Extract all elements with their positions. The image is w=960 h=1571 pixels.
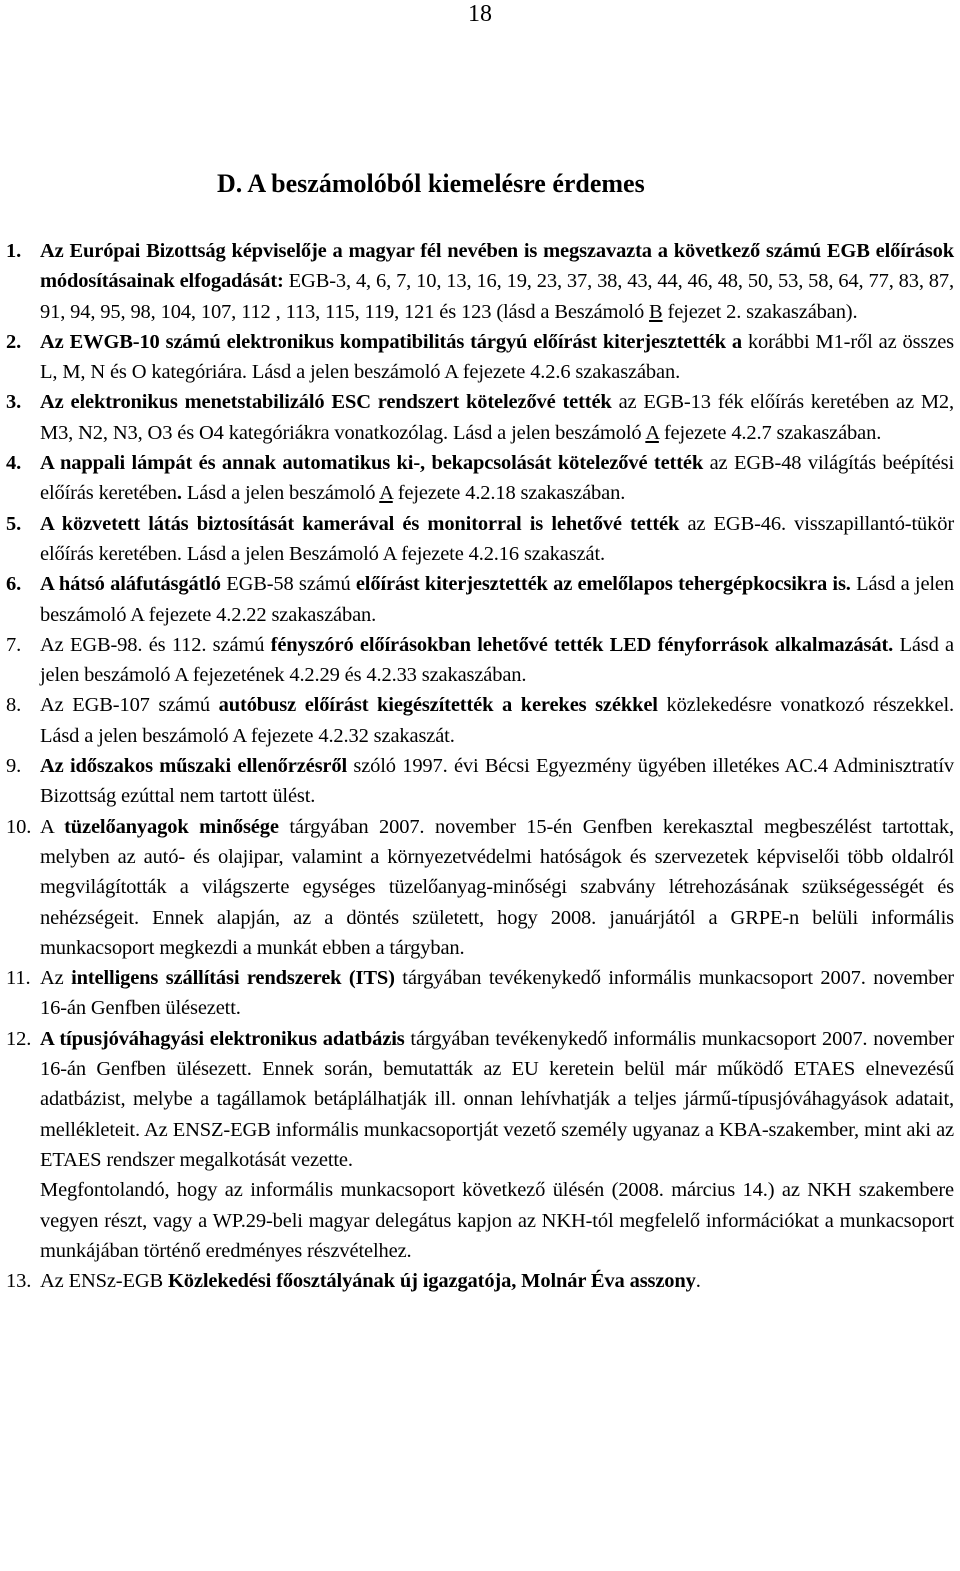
item-text: [40, 630, 954, 691]
item-number: 4.: [6, 452, 22, 475]
list-item: [6, 387, 954, 448]
item-text: [40, 812, 954, 963]
item-number: 5.: [6, 512, 22, 535]
item-text: [40, 236, 954, 327]
item-number: 8.: [6, 694, 22, 717]
body-text: az EGB-13 fék előírás keretében az M2, M3, N2, N3, O3 és O4 kategóriákra vonatkozólag. Lásd a jelen beszámoló: [40, 391, 954, 444]
body-text: EGB-3, 4, 6, 7, 10, 13, 16, 19, 23, 37, 38, 43, 44, 46, 48, 50, 53, 58, 64, 77, 83, 87, 91, 94, 95, 98, 104, 107, 112 , 113, 115, 119, 121 és 123 (lásd a Beszámoló: [40, 270, 954, 323]
item-number: 1.: [6, 240, 22, 262]
body-text: tárgyában tevékenykedő informális munkacsoport 2007. november 16-án Genfben ülésezett.: [40, 967, 954, 1020]
list-item: [6, 1266, 954, 1296]
emphasis-text: fényszóró előírásokban lehetővé tették LED fényforrások alkalmazását.: [270, 633, 894, 656]
emphasis-text: A hátsó aláfutásgátló: [40, 573, 221, 596]
page-number: 18: [468, 1, 492, 27]
list-item: [6, 236, 954, 327]
list-item: [6, 690, 954, 751]
body-text: az EGB-46. visszapillantó-tükör előírás keretében. Lásd a jelen Beszámoló A fejezete 4.2.16 szakaszát.: [40, 512, 954, 565]
item-number: 12.: [6, 1027, 32, 1050]
list-item: [6, 751, 954, 812]
list-item: [6, 630, 954, 691]
list-item: [6, 448, 954, 509]
body-text: Az ENSz-EGB: [40, 1270, 169, 1293]
item-number: 6.: [6, 573, 22, 596]
body-text: A: [40, 815, 65, 838]
body-text: szóló 1997. évi Bécsi Egyezmény ügyében illetékes AC.4 Adminisztratív Bizottság ezúttal nem tartott ülést.: [40, 755, 954, 808]
body-text: A: [379, 482, 393, 505]
item-text: [40, 690, 954, 751]
item-text: [40, 1266, 954, 1296]
emphasis-text: Az EWGB-10 számú elektronikus kompatibilitás tárgyú előírást kiterjesztették a: [40, 330, 742, 353]
emphasis-text: A közvetett látás biztosítását kamerával és monitorral is lehetővé tették: [40, 512, 680, 535]
body-text: az EGB-48 világítás beépítési előírás keretében: [40, 452, 954, 505]
item-number: 9.: [6, 755, 22, 778]
section-heading: D. A beszámolóból kiemelésre érdemes: [217, 169, 645, 198]
emphasis-text: előírást kiterjesztették az emelőlapos tehergépkocsikra is.: [355, 573, 851, 596]
item-number: 2.: [6, 330, 22, 353]
body-text: Az EGB-98. és 112. számú: [40, 633, 271, 656]
body-text: Lásd a jelen beszámoló A fejezetének 4.2.29 és 4.2.33 szakaszában.: [40, 633, 954, 687]
body-text: fejezete 4.2.7 szakaszában.: [658, 421, 882, 444]
emphasis-text: Az Európai Bizottság képviselője a magyar fél nevében is megszavazta a következő számú EGB előírások módosításainak elfogadását:: [40, 240, 954, 293]
emphasis-text: autóbusz előírást kiegészítették a kerekes székkel: [218, 694, 658, 717]
body-text: B: [649, 300, 663, 323]
body-text: A: [645, 421, 659, 444]
item-note: Megfontolandó, hogy az informális munkacsoport következő ülésén (2008. március 14.) az NKH szakembere vegyen részt, vagy a WP.29-beli magyar delegátus kapjon az NKH-tól megfelelő információkat a munkacsoport munkájában történő eredményes részvételhez.: [40, 1179, 954, 1262]
list-item: [6, 327, 954, 388]
body-text: közlekedésre vonatkozó részekkel. Lásd a jelen beszámoló A fejezete 4.2.32 szakaszát.: [40, 694, 954, 747]
item-text: [40, 1024, 954, 1175]
body-text: Lásd a jelen beszámoló: [181, 482, 380, 505]
body-text: tárgyában tevékenykedő informális munkacsoport 2007. november 16-án Genfben ülésezett. Ennek során, bemutatták az EU keretein belül már működő ETAES elnevezésű adatbázist, melybe a tagállamok betáplálhatják ill. onnan lehívhatják a teljes jármű-típusjóváhagyások adatait, mellékleteit. Az ENSZ-EGB informális munkacsoportját vezető személy ugyanaz a KBA-szakember, mint aki az ETAES rendszer megalkotását vezette.: [40, 1027, 954, 1171]
item-text: [40, 327, 954, 388]
list-item: [6, 509, 954, 570]
highlights-list: [6, 236, 954, 1296]
item-number: 10.: [6, 815, 32, 838]
body-text: korábbi M1-ről az összes L, M, N és O kategóriára. Lásd a jelen beszámoló A fejezete 4.2.6 szakaszában.: [40, 330, 954, 384]
body-text: Az: [40, 967, 72, 990]
item-text: [40, 569, 954, 630]
list-item: [6, 812, 954, 963]
body-text: .: [695, 1270, 701, 1293]
item-text: [40, 509, 954, 570]
emphasis-text: Az időszakos műszaki ellenőrzésről: [40, 755, 348, 778]
body-text: Lásd a jelen beszámoló A fejezete 4.2.22 szakaszában.: [40, 573, 954, 626]
item-text: [40, 448, 954, 509]
item-text: [40, 751, 954, 812]
emphasis-text: Az elektronikus menetstabilizáló ESC rendszert kötelezővé tették: [40, 391, 612, 414]
emphasis-text: Közlekedési főosztályának új igazgatója, Molnár Éva asszony: [168, 1270, 696, 1293]
body-text: Az EGB-107 számú: [40, 694, 219, 717]
item-number: 11.: [6, 967, 31, 990]
item-text: [40, 963, 954, 1024]
emphasis-text: tüzelőanyagok minősége: [64, 815, 279, 838]
body-text: fejezet 2. szakaszában).: [662, 300, 858, 323]
body-text: fejezete 4.2.18 szakaszában.: [392, 482, 626, 505]
body-text: EGB-58 számú: [220, 573, 356, 596]
item-number: 3.: [6, 391, 22, 414]
emphasis-text: A típusjóváhagyási elektronikus adatbázis: [40, 1027, 405, 1050]
item-number: 13.: [6, 1270, 32, 1293]
emphasis-text: .: [176, 482, 182, 505]
item-number: 7.: [6, 633, 22, 656]
list-item: [6, 1024, 954, 1175]
emphasis-text: A nappali lámpát és annak automatikus ki-, bekapcsolását kötelezővé tették: [40, 452, 704, 475]
list-item: [6, 569, 954, 630]
body-text: tárgyában 2007. november 15-én Genfben kerekasztal megbeszélést tartottak, melyben az autó- és olajipar, valamint a környezetvédelmi hatóságok és szervezetek képviselői több oldalról megvilágították a világszerte egységes tüzelőanyag-minőségi szabvány létrehozásának szükségességét és nehézségeit. Ennek alapján, az a döntés született, hogy 2008. januárjától a GRPE-n belüli informális munkacsoport megkezdi a munkát ebben a tárgyban.: [40, 815, 954, 959]
item-text: [40, 387, 954, 448]
list-item: [6, 963, 954, 1024]
emphasis-text: intelligens szállítási rendszerek (ITS): [71, 967, 395, 990]
